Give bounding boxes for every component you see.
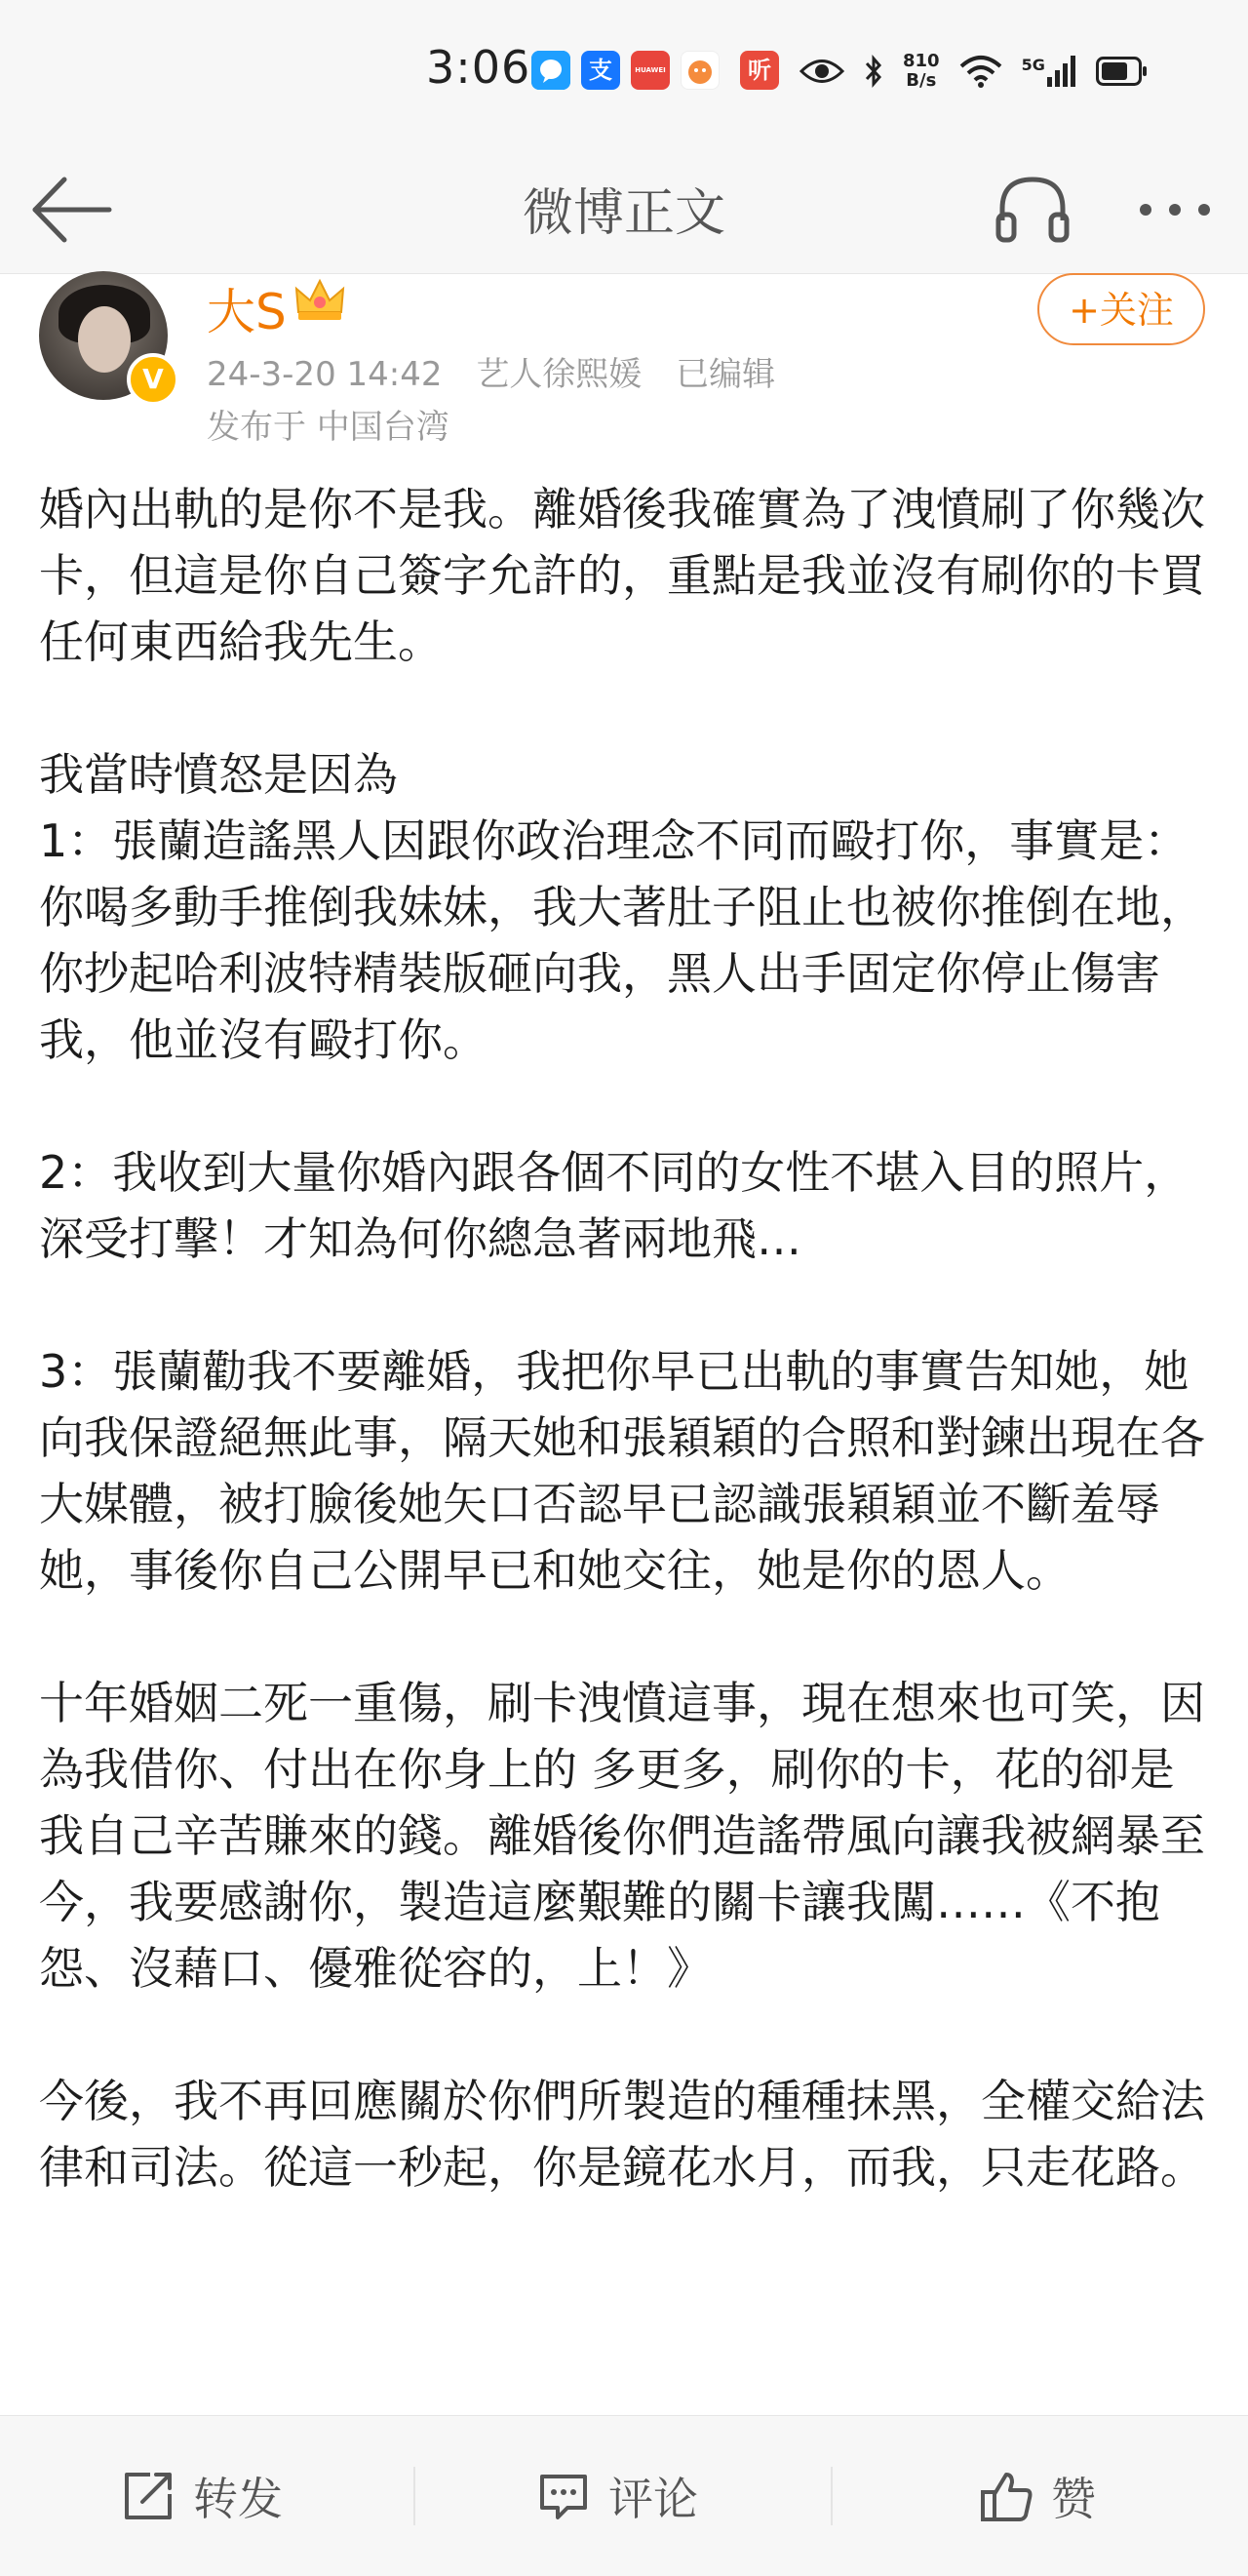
post-location: 发布于 中国台湾 <box>207 408 449 447</box>
crown-icon <box>292 275 347 324</box>
post-source: 艺人徐熙媛 <box>476 355 643 394</box>
net-speed-value: 810 <box>903 51 940 71</box>
status-time: 3:06 <box>426 41 531 94</box>
repost-label: 转发 <box>193 2473 283 2525</box>
post-paragraph: 3：張蘭勸我不要離婚，我把你早已出軌的事實告知她，她向我保證絕無此事，隔天她和張穎穎的合照和對鍊出現在各大媒體，被打臉後她矢口否認早已認識張穎穎並不斷羞辱她，事後你自己公開早已和她交往，她是你的恩人。 <box>39 1345 1205 1597</box>
username[interactable]: 大S <box>207 284 287 340</box>
post-paragraph: 十年婚姻二死一重傷，刷卡洩憤這事，現在想來也可笑，因為我借你、付出在你身上的 多更多，刷你的卡，花的卻是我自己辛苦賺來的錢。離婚後你們造謠帶風向讓我被網暴至今，我要感謝你，製造這麼艱難的關卡讓我闖……《不抱怨、沒藉口、優雅從容的，上！》 <box>39 1677 1205 1995</box>
post-paragraph: 我當時憤怒是因為 1：張蘭造謠黑人因跟你政治理念不同而毆打你，事實是：你喝多動手推倒我妹妹，我大著肚子阻止也被你推倒在地，你抄起哈利波特精裝版砸向我，黑人出手固定你停止傷害我，他並沒有毆打你。 <box>39 748 1205 1066</box>
bottom-action-bar <box>0 2415 1248 2576</box>
alipay-icon: 支 <box>581 51 620 90</box>
page-title: 微博正文 <box>522 184 725 243</box>
comment-icon <box>536 2469 591 2523</box>
post-paragraph: 2：我收到大量你婚內跟各個不同的女性不堪入目的照片，深受打擊！才知為何你總急著兩地飛… <box>39 1146 1190 1265</box>
divider <box>831 2467 833 2525</box>
signal-label: 5G <box>1021 56 1045 74</box>
comment-label: 评论 <box>608 2473 698 2525</box>
post-meta <box>207 347 799 395</box>
post-paragraph: 今後，我不再回應關於你們所製造的種種抹黑，全權交給法律和司法。從這一秒起，你是鏡花水月，而我，只走花路。 <box>39 2075 1205 2194</box>
repost-button[interactable] <box>121 2416 283 2576</box>
status-bar <box>0 0 1248 146</box>
net-speed-unit: B/s <box>906 70 937 91</box>
huawei-icon: HUAWEI <box>631 51 670 90</box>
qq-icon <box>531 51 570 90</box>
signal-icon <box>1022 56 1076 87</box>
verified-badge-icon: V <box>127 353 179 406</box>
post-paragraph: 婚內出軌的是你不是我。離婚後我確實為了洩憤刷了你幾次卡，但這是你自己簽字允許的，重點是我並沒有刷你的卡買任何東西給我先生。 <box>39 483 1205 668</box>
headphones-icon[interactable] <box>993 170 1072 250</box>
wifi-icon <box>959 55 1002 88</box>
bluetooth-icon <box>864 54 883 89</box>
divider <box>413 2467 415 2525</box>
eye-icon <box>800 57 844 86</box>
status-icons <box>800 47 1149 96</box>
net-speed <box>903 52 940 91</box>
ting-icon: 听 <box>740 51 779 90</box>
post-edited[interactable]: 已编辑 <box>676 355 776 394</box>
more-icon[interactable] <box>1131 170 1219 250</box>
thumbs-up-icon <box>979 2469 1034 2523</box>
app-icon <box>681 51 720 90</box>
post-timestamp: 24-3-20 14:42 <box>207 355 443 394</box>
like-label: 赞 <box>1051 2473 1096 2525</box>
follow-button[interactable]: +关注 <box>1037 273 1205 345</box>
comment-button[interactable] <box>536 2416 698 2576</box>
repost-icon <box>121 2469 176 2523</box>
battery-icon <box>1096 57 1149 86</box>
post-body <box>39 476 1219 2200</box>
nav-bar <box>0 146 1248 274</box>
like-button[interactable] <box>979 2416 1096 2576</box>
